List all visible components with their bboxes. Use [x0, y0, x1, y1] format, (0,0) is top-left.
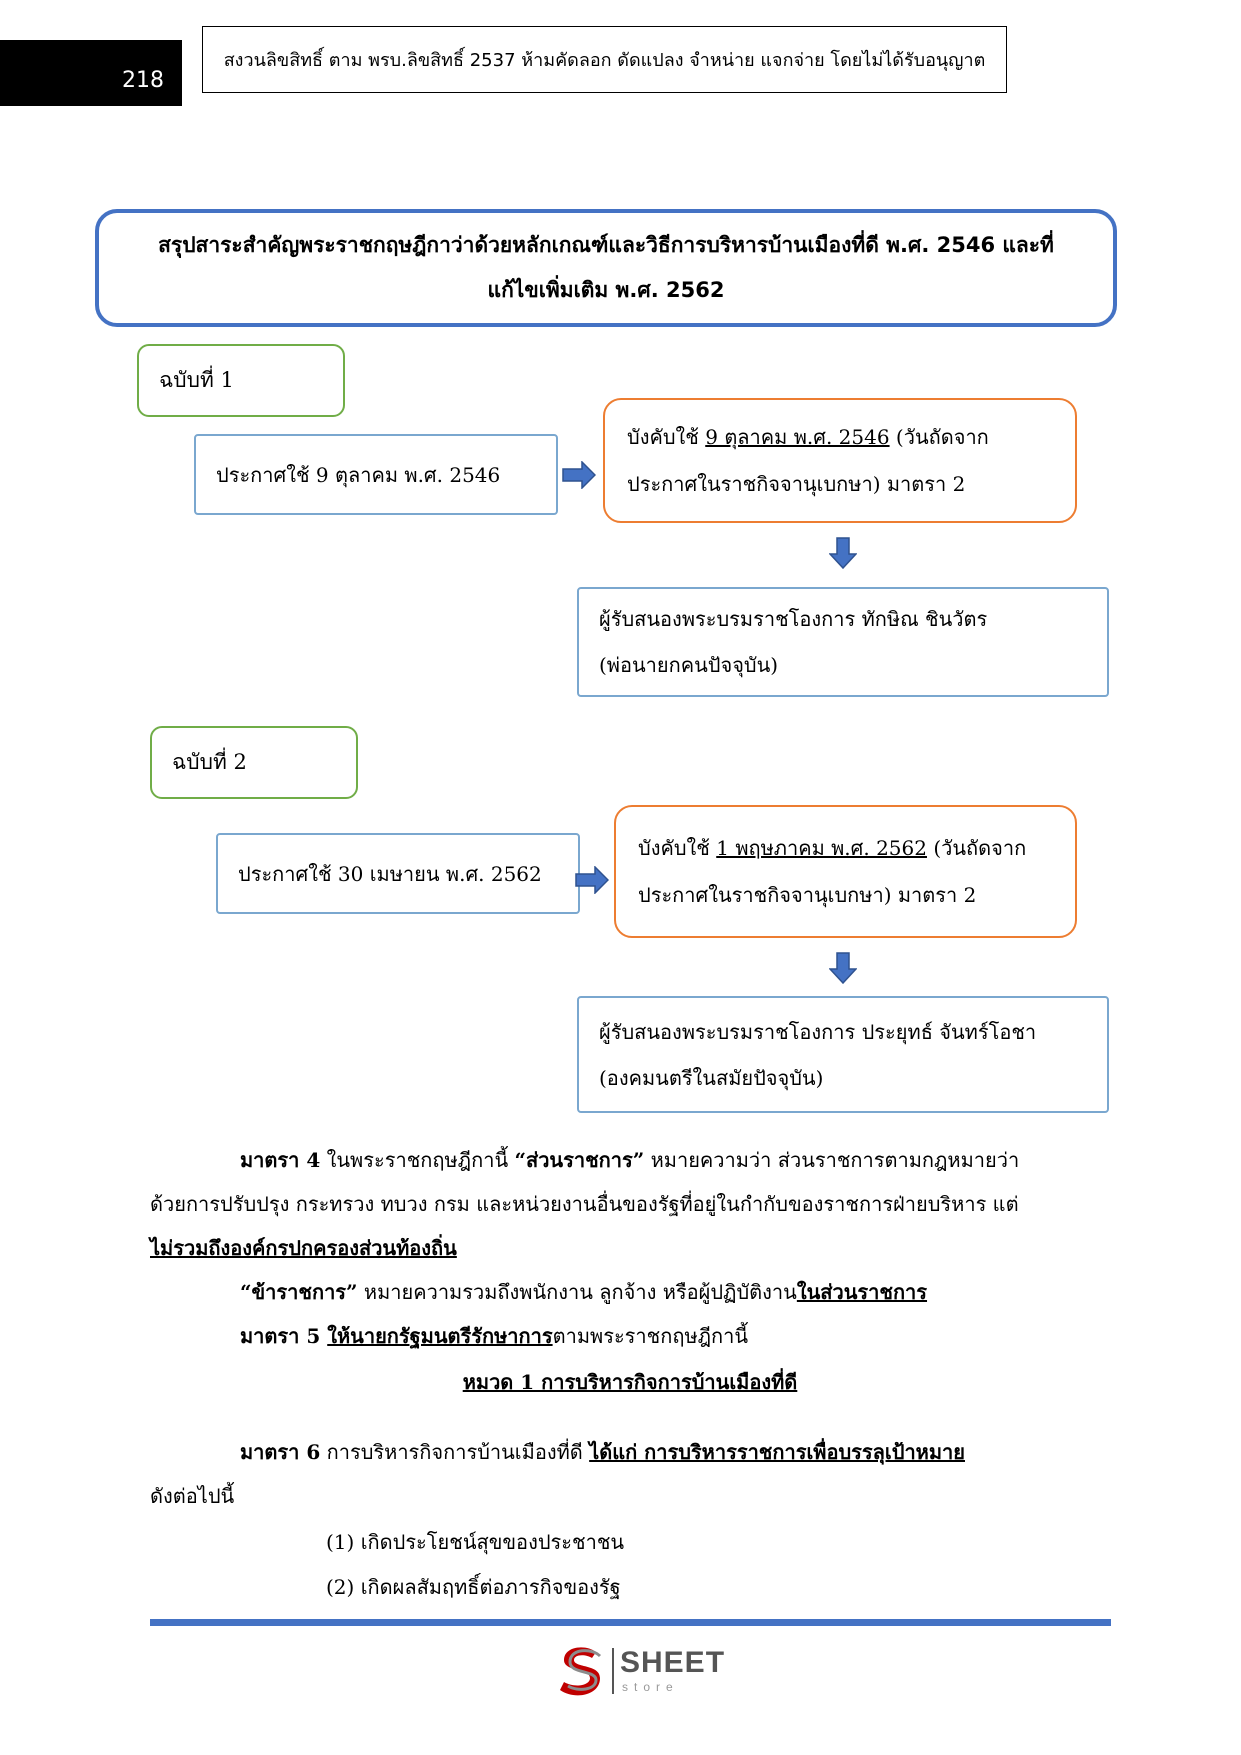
edition-2-signer-line2: (องคมนตรีในสมัยปัจจุบัน) — [599, 1065, 824, 1090]
arrow-down-icon — [829, 537, 857, 569]
arrow-down-icon — [829, 952, 857, 984]
section-4-line1: มาตรา 4 ในพระราชกฤษฎีกานี้ “ส่วนราชการ” หมายความว่า ส่วนราชการตามกฎหมายว่า — [240, 1148, 1020, 1172]
section-5: มาตรา 5 ให้นายกรัฐมนตรีรักษาการตามพระราชกฤษฎีกานี้ — [240, 1324, 749, 1348]
page-number: 218 — [122, 67, 164, 93]
footer-rule — [150, 1619, 1111, 1626]
edition-1-effective-line2: ประกาศในราชกิจจานุเบกษา) มาตรา 2 — [627, 471, 966, 496]
edition-2-effective-date: 1 พฤษภาคม พ.ศ. 2562 — [716, 835, 927, 860]
section-6-goal: ได้แก่ การบริหารราชการเพื่อบรรลุเป้าหมาย — [589, 1440, 965, 1464]
summary-title-box — [95, 209, 1117, 327]
summary-title-line1: สรุปสาระสำคัญพระราชกฤษฎีกาว่าด้วยหลักเกณฑ์และวิธีการบริหารบ้านเมืองที่ดี พ.ศ. 2546 และที่ — [158, 233, 1054, 257]
edition-2-effective-line2: ประกาศในราชกิจจานุเบกษา) มาตรา 2 — [638, 882, 977, 907]
section-5-label: มาตรา 5 — [240, 1324, 328, 1348]
section-6-line1: มาตรา 6 การบริหารกิจการบ้านเมืองที่ดี ได้แก่ การบริหารราชการเพื่อบรรลุเป้าหมาย — [240, 1440, 965, 1464]
officer-definition: “ข้าราชการ” หมายความรวมถึงพนักงาน ลูกจ้าง หรือผู้ปฏิบัติงานในส่วนราชการ — [240, 1280, 928, 1304]
edition-2-signer — [577, 996, 1109, 1113]
edition-1-effective-line1: บังคับใช้ 9 ตุลาคม พ.ศ. 2546 (วันถัดจาก — [627, 424, 989, 449]
edition-2-signer-line1: ผู้รับสนองพระบรมราชโองการ ประยุทธ์ จันทร์โอชา — [599, 1019, 1037, 1044]
chapter-1-heading: หมวด 1 การบริหารกิจการบ้านเมืองที่ดี — [462, 1370, 798, 1394]
edition-1-signer-line1: ผู้รับสนองพระบรมราชโองการ ทักษิณ ชินวัตร — [599, 607, 988, 631]
logo-text: SHEET — [620, 1646, 726, 1679]
edition-1-effective-date: 9 ตุลาคม พ.ศ. 2546 — [705, 424, 890, 449]
arrow-right-icon — [562, 461, 596, 489]
logo-subtext: store — [622, 1680, 679, 1694]
section-6-item-2: (2) เกิดผลสัมฤทธิ์ต่อภารกิจของรัฐ — [326, 1575, 621, 1599]
summary-title-line2: แก้ไขเพิ่มเติม พ.ศ. 2562 — [487, 278, 725, 302]
sheet-store-logo — [556, 1642, 736, 1702]
section-5-responsible: ให้นายกรัฐมนตรีรักษาการ — [327, 1324, 553, 1348]
edition-1-signer-line2: (พ่อนายกคนปัจจุบัน) — [599, 653, 779, 677]
edition-1-signer — [577, 587, 1109, 697]
arrow-right-icon — [575, 866, 609, 894]
section-4-line3: ไม่รวมถึงองค์กรปกครองส่วนท้องถิ่น — [150, 1236, 457, 1260]
sheet-logo-icon — [556, 1644, 606, 1698]
term-government-agency: “ส่วนราชการ” — [514, 1148, 645, 1172]
edition-2-label: ฉบับที่ 2 — [150, 726, 358, 799]
edition-1-effective — [603, 398, 1077, 523]
section-6-label: มาตรา 6 — [240, 1440, 321, 1464]
edition-2-announced: ประกาศใช้ 30 เมษายน พ.ศ. 2562 — [216, 833, 580, 914]
section-6-line2: ดังต่อไปนี้ — [150, 1484, 235, 1508]
term-officer: “ข้าราชการ” — [240, 1280, 358, 1304]
section-6-item-1: (1) เกิดประโยชน์สุขของประชาชน — [326, 1530, 625, 1554]
officer-scope: ในส่วนราชการ — [796, 1280, 928, 1304]
edition-2-effective-line1: บังคับใช้ 1 พฤษภาคม พ.ศ. 2562 (วันถัดจาก — [638, 835, 1027, 860]
logo-divider — [612, 1648, 614, 1694]
edition-1-announced: ประกาศใช้ 9 ตุลาคม พ.ศ. 2546 — [194, 434, 558, 515]
section-4-line2: ด้วยการปรับปรุง กระทรวง ทบวง กรม และหน่วยงานอื่นของรัฐที่อยู่ในกำกับของราชการฝ่ายบริหาร แต่ — [150, 1192, 1019, 1216]
edition-1-label: ฉบับที่ 1 — [137, 344, 345, 417]
section-4-label: มาตรา 4 — [240, 1148, 321, 1172]
edition-2-effective — [614, 805, 1077, 938]
copyright-notice: สงวนลิขสิทธิ์ ตาม พรบ.ลิขสิทธิ์ 2537 ห้ามคัดลอก ดัดแปลง จำหน่าย แจกจ่าย โดยไม่ได้รับอนุญาต — [202, 26, 1007, 93]
